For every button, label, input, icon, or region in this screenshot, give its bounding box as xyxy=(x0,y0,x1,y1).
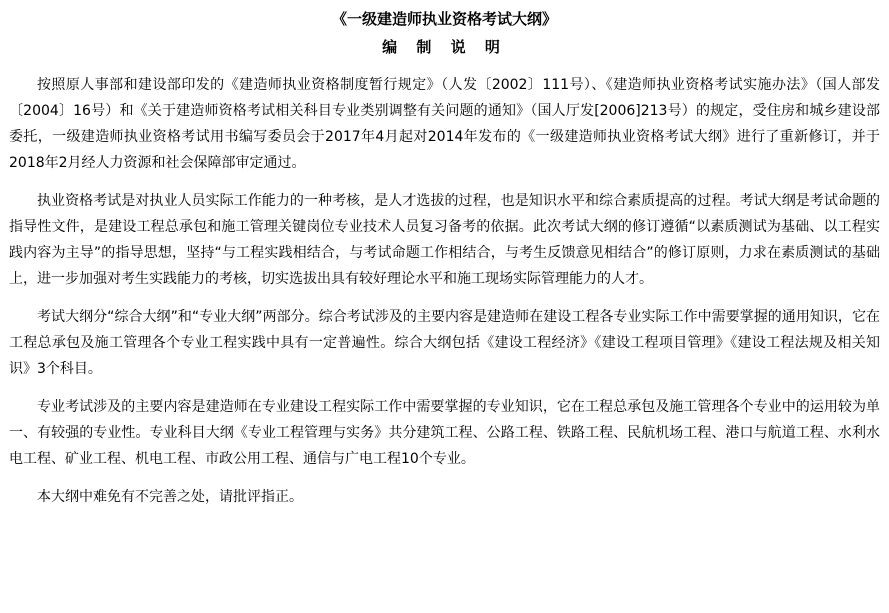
paragraph-structure: 考试大纲分“综合大纲”和“专业大纲”两部分。综合考试涉及的主要内容是建造师在建设工程各专业实际工作中需要掌握的通用知识，它在工程总承包及施工管理各个专业工程实践中具有一定普遍性。综合大纲包括《建设工程经济》《建设工程项目管理》《建设工程法规及相关知识》3个科目。 xyxy=(9,309,880,377)
document-subtitle: 编 制 说 明 xyxy=(382,38,507,56)
paragraph-specialty: 专业考试涉及的主要内容是建造师在专业建设工程实际工作中需要掌握的专业知识，它在工程总承包及施工管理各个专业中的运用较为单一、有较强的专业性。专业科目大纲《专业工程管理与实务》共分建筑工程、公路工程、铁路工程、民航机场工程、港口与航道工程、水利水电工程、矿业工程、机电工程、市政公用工程、通信与广电工程10个专业。 xyxy=(9,399,880,467)
paragraph-purpose: 执业资格考试是对执业人员实际工作能力的一种考核，是人才选拔的过程，也是知识水平和综合素质提高的过程。考试大纲是考试命题的指导性文件，是建设工程总承包和施工管理关键岗位专业技术人员复习备考的依据。此次考试大纲的修订遵循“以素质测试为基础、以工程实践内容为主导”的指导思想，坚持“与工程实践相结合，与考试命题工作相结合，与考生反馈意见相结合”的修订原则，力求在素质测试的基础上，进一步加强对考生实践能力的考核，切实选拔出具有较好理论水平和施工现场实际管理能力的人才。 xyxy=(9,193,880,287)
document-title: 《一级建造师执业资格考试大纲》 xyxy=(331,10,557,28)
paragraph-closing: 本大纲中难免有不完善之处，请批评指正。 xyxy=(37,489,303,505)
paragraph-background: 按照原人事部和建设部印发的《建造师执业资格制度暂行规定》（人发〔2002〕111号）、《建造师执业资格考试实施办法》（国人部发〔2004〕16号）和《关于建造师资格考试相关科目专业类别调整有关问题的通知》（国人厅发[2006]213号）的规定，受住房和城乡建设部委托，一级建造师执业资格考试用书编写委员会于2017年4月起对2014年发布的《一级建造师执业资格考试大纲》进行了重新修订，并于2018年2月经人力资源和社会保障部审定通过。 xyxy=(9,77,880,171)
